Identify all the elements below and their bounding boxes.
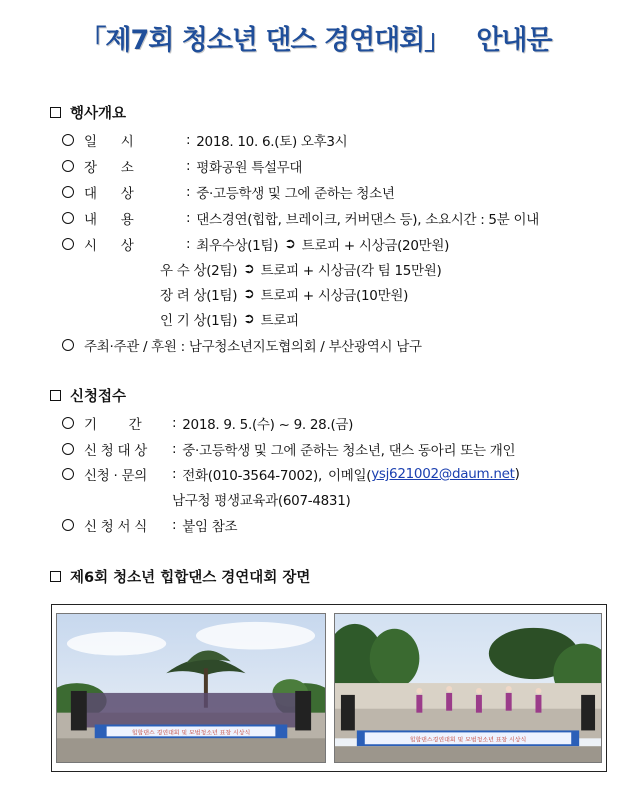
- page-title: [0, 18, 631, 57]
- circle-bullet-icon: [62, 238, 74, 250]
- circle-bullet-icon: [62, 443, 74, 455]
- application-item-target: 신 청 대 상 : 중·고등학생 및 그에 준하는 청소년, 댄스 동아리 또는 개인: [62, 439, 515, 459]
- photo2-banner-text: 힙합댄스경연대회 및 모범청소년 표창 시상식: [409, 736, 527, 744]
- arrow-right-icon: ➲: [243, 311, 255, 327]
- circle-bullet-icon: [62, 417, 74, 429]
- circle-bullet-icon: [62, 468, 74, 480]
- overview-item-content: 내 용 : 댄스경연(힙합, 브레이크, 커버댄스 등), 소요시간 : 5분 이내: [62, 208, 539, 228]
- arrow-right-icon: ➲: [243, 261, 255, 277]
- group-photo: [56, 613, 326, 763]
- circle-bullet-icon: [62, 186, 74, 198]
- overview-item-target: 대 상 : 중·고등학생 및 그에 준하는 청소년: [62, 182, 395, 202]
- section-heading-application: 신청접수: [50, 385, 126, 406]
- dance-performance-photo: [334, 613, 602, 763]
- award-encouragement: 장 려 상(1팀) ➲ 트로피 + 시상금(10만원): [160, 286, 409, 304]
- checkbox-square-icon: [50, 390, 61, 401]
- application-contact-office: 남구청 평생교육과(607-4831): [172, 493, 351, 509]
- circle-bullet-icon: [62, 339, 74, 351]
- checkbox-square-icon: [50, 107, 61, 118]
- award-excellence: 우 수 상(2팀) ➲ 트로피 + 시상금(각 팀 15만원): [160, 261, 442, 279]
- arrow-right-icon: ➲: [284, 236, 296, 252]
- overview-item-date: 일 시 : 2018. 10. 6.(토) 오후3시: [62, 130, 347, 150]
- email-link[interactable]: ysj621002@daum.net: [371, 466, 515, 482]
- circle-bullet-icon: [62, 134, 74, 146]
- application-item-period: 기 간 : 2018. 9. 5.(수) ~ 9. 28.(금): [62, 413, 353, 433]
- checkbox-square-icon: [50, 571, 61, 582]
- overview-item-awards: 시 상 : 최우수상(1팀) ➲ 트로피 + 시상금(20만원): [62, 234, 449, 254]
- overview-item-venue: 장 소 : 평화공원 특설무대: [62, 156, 302, 176]
- section-heading-overview: 행사개요: [50, 102, 126, 123]
- circle-bullet-icon: [62, 212, 74, 224]
- arrow-right-icon: ➲: [243, 286, 255, 302]
- photo-frame: [51, 604, 607, 772]
- application-item-form: 신 청 서 식 : 붙임 참조: [62, 515, 237, 535]
- circle-bullet-icon: [62, 160, 74, 172]
- title-main: 「제7회 청소년 댄스 경연대회」: [79, 25, 451, 56]
- application-item-contact: 신청 · 문의 : 전화(010-3564-7002), 이메일( ysj621002@daum.net ): [62, 464, 520, 484]
- section-heading-scenes: 제6회 청소년 힙합댄스 경연대회 장면: [50, 566, 310, 587]
- title-suffix: 안내문: [476, 25, 552, 56]
- overview-item-host: 주최·주관 / 후원 : 남구청소년지도협의회 / 부산광역시 남구: [62, 335, 422, 355]
- photo1-banner-text: 힙합댄스 경연대회 및 모범청소년 표창 시상식: [131, 729, 251, 737]
- award-popularity: 인 기 상(1팀) ➲ 트로피: [160, 311, 299, 329]
- circle-bullet-icon: [62, 519, 74, 531]
